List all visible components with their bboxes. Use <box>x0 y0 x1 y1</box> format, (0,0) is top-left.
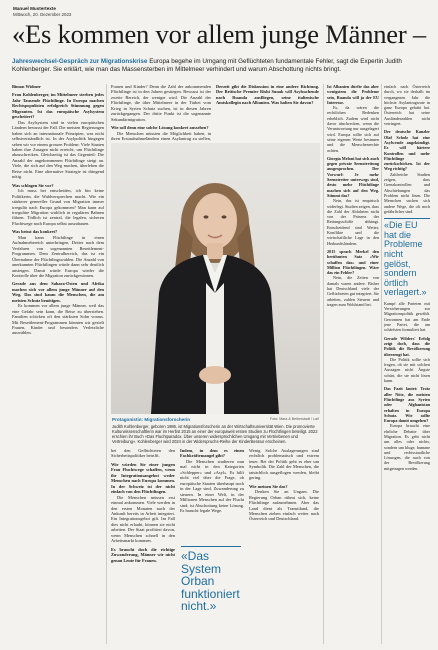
question: Was heisst das konkret? <box>12 229 58 235</box>
column-rule <box>106 84 107 644</box>
paragraph: Zahlreiche Studien zeigen, dass Grenzkontrollen und Abschiebungen das Problem nicht lösen. Die Menschen suchen sich andere Wege, die oft noch gefährlicher sind. <box>384 171 430 214</box>
article-column-3-bottom <box>180 448 244 540</box>
article-column-r2 <box>384 84 430 646</box>
intro-question: Frau Kohlenberger, im Mittelmeer sterben jedes Jahr Tausende Flüchtlinge. In Europa machen Rechtspopulisten erfolgreich Stimmung gegen Migranten. Ist das europäische Asylsystem gescheitert? <box>12 92 104 120</box>
column-rule <box>381 84 382 644</box>
article-column-r1 <box>327 84 379 646</box>
question: Gerade Wilders' Erfolg zeigt doch, dass die Politik die Bevölkerung überzeugt hat. <box>384 335 430 357</box>
article-column-2-bottom <box>111 448 175 646</box>
paragraph: Die Politik sollte sich fragen, ob sie mit solchen Aussagen nicht Ängste schürt, die sie nicht lösen kann. <box>384 356 430 384</box>
question: Wie meinen Sie das? <box>249 483 288 489</box>
pullquote: «Das System Orban funktioniert nicht.» <box>181 549 240 613</box>
paragraph: Es kommen vor allem junge Männer, weil das eine Gefahr sein kann, die Reise zu überstehen. Familien schicken oft den stärksten Sohn voraus. Mit Resettlement-Programmen könnten wir gezielt Frauen, Kinder und besonders Verletzliche auswählen. <box>12 303 104 336</box>
paragraph: Ich muss bei entscheiden, ich bin keine Politikerin, die Wahlversprechen macht. Wie ein stärkerer genereller Grund von Migration immer irregulär nach Europa gekommen? Man kann auf irreguläre Migration wirklich in regulären Bahnen führen. Tödlich ist zentral, die legalen, sicheren Fluchtwege nach Europa selbst auszubauen. <box>12 188 104 226</box>
pullquote: «Die EU hat die Probleme nicht gelöst, sondern örtlich verlagert.» <box>384 220 427 298</box>
paragraph: Frauen und Kinder? Denn die Zahl der ankommenden Flüchtlinge ist in den Jahren gestiegen. Bewusst ist der zweite Bereich, der weniger wird. Die Anzahl der Flüchtlinge, die über Mittelmeer in der Türkei vom Krieg in Syrien Schutz suchen, ist in diesen Jahren zurückgegangen. Der dritte Punkt ist die sogenannte Sekundärmigration. <box>111 84 211 122</box>
paragraph: Wenig. Solche Auslagerungen sind rechtlich problematisch und extrem teuer. Bei der Politik geht es eher um Symbolik. Die Zahl der Menschen, die tatsächlich ausgeflogen werden, bleibt gering. <box>249 448 319 481</box>
paragraph: einfach nach Österreich durch, wo sie deshalb im vergangenen Jahr die höchste Asylantragsrate in ganz Europa gehabt hat. Österreich hat seine Ausländerzahlen nicht verringert. <box>384 84 430 127</box>
question: Wie würden Sie einer jungen Frau Fluchtwege schaffen, wenn ihr Integrationsangebot weder Menschen nach Europa kommen. In der Schweiz ist der nicht einfach von den Flüchtlingen. <box>111 461 175 495</box>
question: Was schlagen Sie vor? <box>12 182 54 188</box>
question: 2015 sprach Merkel den berühmten Satz «Wir schaffen das» und einer Million Flüchtlingen. Wäre das ein Fehler? <box>327 248 379 276</box>
paragraph: Das Asylsystem sind in vielen europäischen Ländern bewusst der Fall. Die meisten Regierungen haben sich an internationale Prinzipien, was nicht selbstverständlich ist. In der Asylpolitik hingegen sehen wir vor einem grossen Problem: Viele Staaten haben ihre Zusagen nicht erreicht, um Flüchtlinge abzuschrecken. Gleichzeitig ist das Gegenteil: Die Anzahl der angekommenen Flüchtlinge steigt an. Viele, die sich auf den Weg machen, überleben die Reise nicht. Eine alternative Strategie ist dringend nötig. <box>12 119 104 180</box>
deck-kicker: Jahreswechsel-Gespräch zur Migrationskrise <box>12 58 148 65</box>
question: Indem, in dem es einen Fachkräftemangel gibt? <box>180 448 244 459</box>
paragraph: Die Menschen müssten die Möglichkeit haben, in ihren Erstaufnahmeländern einen Asylantrag zu stellen, <box>111 130 211 142</box>
paragraph: Nein, die Zeiten von damals waren andere. Bisher hat Deutschland viele der Geflüchteten gut integriert. Sie arbeiten, zahlen Steuern und tragen zum Wohlstand bei. <box>327 275 379 307</box>
question: Das Fazit lautet: Trotz aller Nöte, die meisten Flüchtlinge aus Syrien oder Afghanistan erhalten in Europa Schutz. Wie sollte Europa damit umgehen? <box>384 386 430 424</box>
deck-text: Europa begehe im Umgang mit Geflüchteten fundamentale Fehler, sagt die Expertin Judith Kohlenberger. Sie erklärt, wie man das Massensterben im Mittelmeer verhindert und warum Abschottung nichts bringt. <box>12 58 402 73</box>
question: Wie soll denn eine solche Lösung konkret aussehen? <box>111 125 209 131</box>
paragraph: Nein, das ist empirisch widerlegt. Studien zeigen, dass die Zahl der Abfahrten nicht von der Präsenz der Rettungsschiffe abhängt. Entscheidend sind Wetter, Konflikte und die wirtschaftliche Lage in den Herkunftsländern. <box>327 198 379 246</box>
article-column-2 <box>111 84 211 140</box>
paragraph: Man kann Flüchtlinge in einen Aufnahmebereich unterbringen, Dritter nach dem Verfahren von sogenannten Resettlement-Programmen. Dem Zentralbereich, das ist ein Übernahme der Flüchtlingswahlen. Die Anzahl von anerkannten Flüchtlingen würde dann sehr deutlich ansteigen. Damit würde Europa wieder die Kontrolle über die Migration zurückgewinnen. <box>12 234 104 278</box>
paragraph: Es, da wären die rechtlichen Bedenken erheblich. Zudem wird nicht davor abschrecken, wenn die Verantwortung nur ausgelagert wird. Europa sollte sich auf seine eigenen Werte besinnen und die Menschenrechte achten. <box>327 105 379 153</box>
photo-label: Protagonistin: Migrationsforscherin <box>112 417 191 422</box>
column-rule <box>323 84 324 644</box>
masthead-publication: Manuel Mustertexte <box>13 6 56 11</box>
paragraph: bei den Geflüchteten den Sicherheitspolitiker betrifft. <box>111 448 175 459</box>
pullquote-rule <box>384 218 430 219</box>
photo-caption: Judith Kohlenberger, geboren 1986, ist Migrationsforscherin an der Wirtschaftsuniversität Wien. Die promovierte Kulturwissenschaftlerin war im Herbst 2015 an einer der europaweit ersten Studien zu Flüchtlingen beteiligt. 2022 erschien ihr Buch «Das Fluchtparadox. Über unseren widersprüchlichen Umgang mit Vertriebenen und Vertreibung». Kohlenberger wird 2024 in der Widerspruchs-Reihe der Kinderliteratur erscheinen. <box>112 424 318 444</box>
masthead-date: Mittwoch, 20. Dezember 2023 <box>13 12 72 17</box>
question: Es braucht doch die richtige Zuwanderung, Männer wir nicht genau Leute für Frauen. <box>111 546 175 563</box>
paragraph: Europa braucht eine ehrliche Debatte über Migration. Es geht nicht um alles oder nichts, sondern um kluge, humane und rechtsstaatliche Lösungen, die auch von der Bevölkerung mitgetragen werden. <box>384 423 430 471</box>
question: Giorgia Meloni hat sich auch gegen private Seenotrettung ausgesprochen. Der Vorwurf: Je mehr Seenotretter unterwegs sind, desto mehr Flüchtlinge machen sich auf den Weg. Stimmt das? <box>327 155 379 198</box>
portrait-photo <box>111 143 320 414</box>
question: Derzeit gibt die Diskussion in eine andere Richtung. Der Britische Premier Rishi Sunak will Asylsuchende nach Ruanda ausfliegen, seine italienische Amtskollegin nach Albanien. Was halten Sie davon? <box>216 84 319 106</box>
paragraph: Die Menschen studieren nun mal nicht in den Kategorien «Schlepper» und «Asyl». Es hilft nicht viel über die Frage, ob europäische Staaten überhaupt noch in der Lage sind, Zuwanderung zu steuern. In einer Welt, in der Millionen Menschen auf der Flucht sind, ist Abschottung keine Lösung. Es braucht legale Wege. <box>180 458 244 513</box>
article-column-4-bottom <box>249 448 319 646</box>
deck <box>12 58 426 73</box>
paragraph: Kampf alle Parteien mit Versicherungen zur Migrationspolitik gewählt. Gewonnen hat am Ende jene Partei, die am schärfsten formuliert hat. <box>384 300 430 333</box>
paragraph: Denken Sie an Ungarn. Die Regierung Orban rühmt sich, keine Flüchtlinge aufzunehmen. Aber das Land dient als Transitland, die Menschen ziehen einfach weiter nach Österreich und Deutschland. <box>249 489 319 522</box>
photo-credit: Foto: Mara & Beiberstadt / Laif <box>270 417 319 421</box>
headline: «Es kommen vor allem junge Männer – <box>12 19 426 49</box>
pullquote-rule <box>181 546 241 547</box>
question: Der deutsche Kanzler Olaf Scholz hat eine Asylwende angekündigt. Es will härtere Kontrollen und mehr Flüchtlinge zurückschicken. Ist der Weg richtig? <box>384 129 430 172</box>
question: Gerade aus dem Sahara-Osten und Afrika machen sich vor allem junge Männer auf den Weg. Das sind kaum die Menschen, die am meisten Schutz benötigen. <box>12 281 104 303</box>
portrait-image <box>111 143 320 414</box>
article-column-3-top <box>216 84 319 140</box>
question: Ist Albanien dürfte das aber wenigstens die Probleme sein, Ruanda will ja der EU Interesse. <box>327 84 379 105</box>
article-column-1 <box>12 84 104 646</box>
byline: Bimon Widmer <box>12 84 41 89</box>
paragraph: Die Menschen müssen erst einmal ankommen. Viele werden in den ersten Monaten nach der Ankunft bereits in Arbeit integriert. Ein Integrationsgebot gilt. Im Fall dies nicht erlaubt, können sie nicht arbeiten. Der Staat profitiert davon, wenn Menschen schnell in den Arbeitsmarkt kommen. <box>111 494 175 544</box>
